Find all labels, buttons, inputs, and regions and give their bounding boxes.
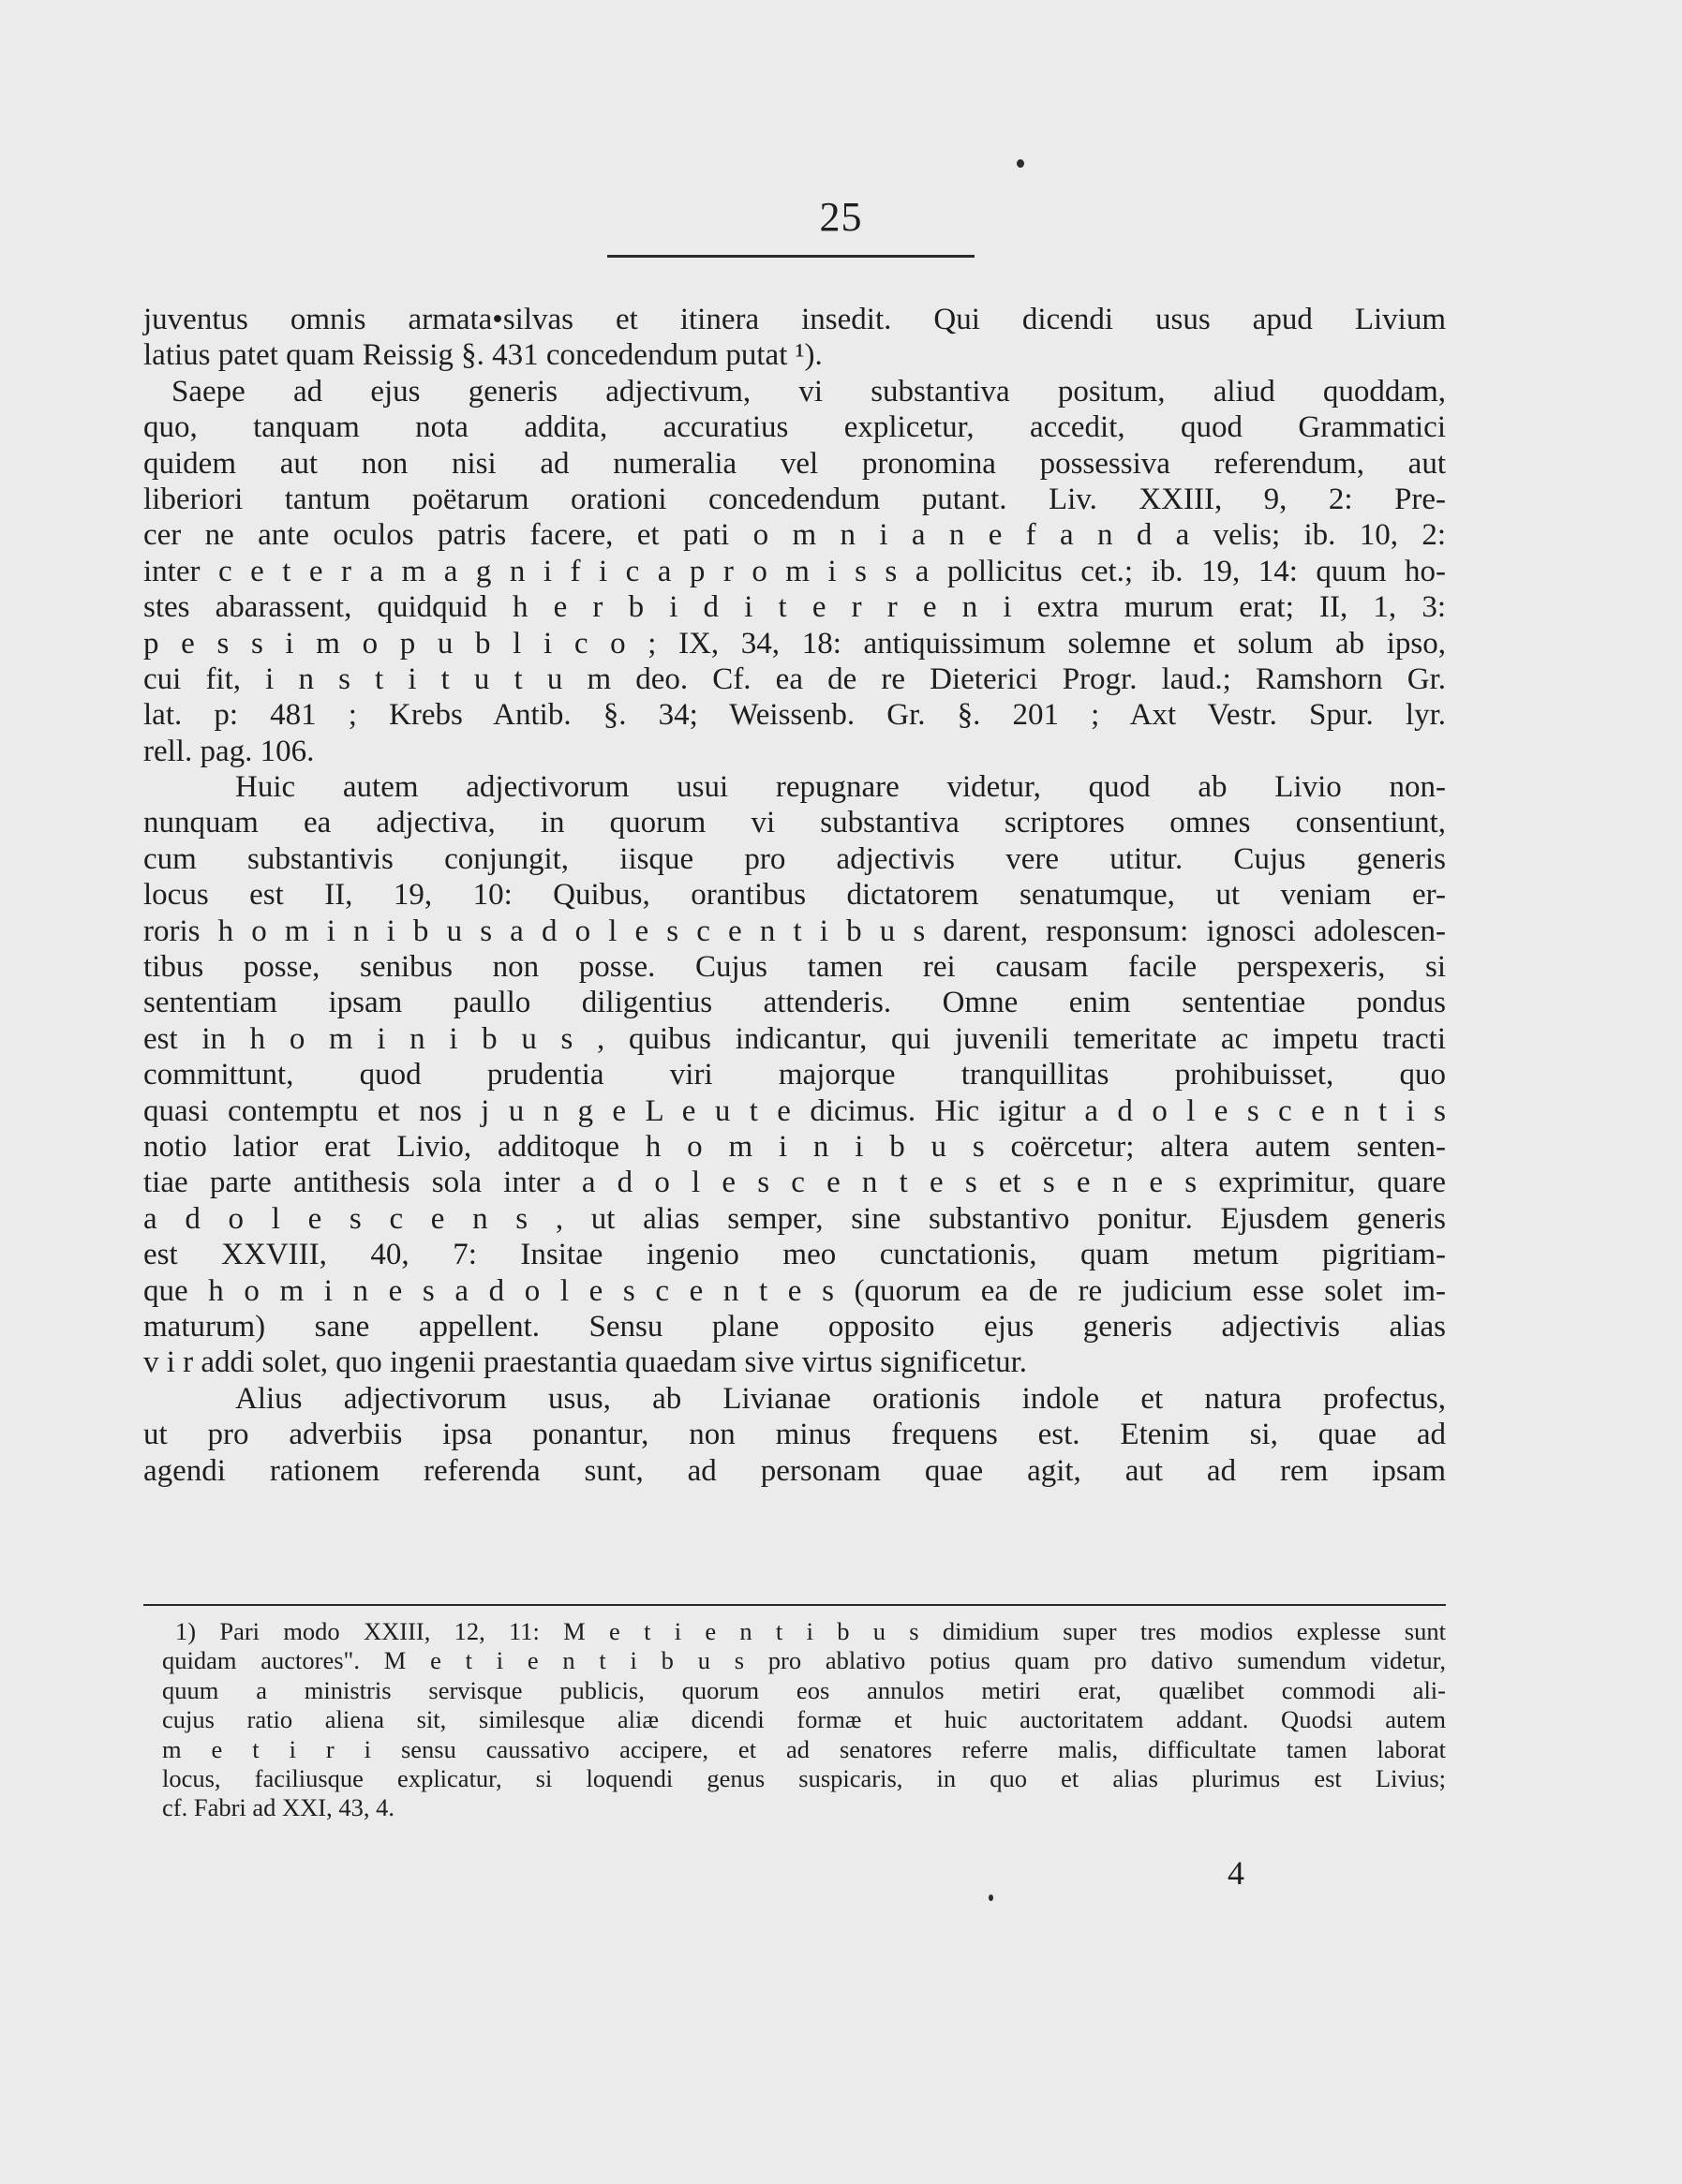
body-line: quidem aut non nisi ad numeralia vel pronomina possessiva referendum, aut	[143, 446, 1446, 481]
body-line: ut pro adverbiis ipsa ponantur, non minus frequens est. Etenim si, quae ad	[143, 1418, 1446, 1452]
body-line: stes abarassent, quidquid h e r b i d i t e r r e n i extra murum erat; II, 1, 3:	[143, 590, 1446, 625]
body-line: quo, tanquam nota addita, accuratius explicetur, accedit, quod Grammatici	[143, 410, 1446, 445]
body-line: liberiori tantum poëtarum orationi concedendum putant. Liv. XXIII, 9, 2: Pre-	[143, 482, 1446, 516]
body-line: Huic autem adjectivorum usui repugnare videtur, quod ab Livio non-	[235, 770, 1446, 805]
body-line: est XXVIII, 40, 7: Insitae ingenio meo cunctationis, quam metum pigritiam-	[143, 1238, 1446, 1272]
header-rule	[607, 255, 975, 258]
body-line: est in h o m i n i b u s , quibus indicantur, qui juvenili temeritate ac impetu tracti	[143, 1021, 1446, 1056]
body-line: sententiam ipsam paullo diligentius attenderis. Omne enim sententiae pondus	[143, 986, 1446, 1020]
page-number: 25	[819, 194, 863, 240]
body-line: v i r addi solet, quo ingenii praestantia quaedam sive virtus significetur.	[143, 1345, 1028, 1380]
body-line: Alius adjectivorum usus, ab Livianae orationis indole et natura profectus,	[235, 1381, 1446, 1416]
body-line: tiae parte antithesis sola inter a d o l e s c e n t e s et s e n e s exprimitur, quare	[143, 1166, 1446, 1200]
signature-mark: 4	[1228, 1854, 1244, 1892]
body-line: committunt, quod prudentia viri majorque tranquillitas prohibuisset, quo	[143, 1058, 1446, 1092]
footnote-line: 1) Pari modo XXIII, 12, 11: M e t i e n t i b u s dimidium super tres modios explesse sunt	[175, 1617, 1446, 1645]
body-line: quasi contemptu et nos j u n g e L e u t e dicimus. Hic igitur a d o l e s c e n t i s	[143, 1093, 1446, 1128]
body-line: notio latior erat Livio, additoque h o m i n i b u s coërcetur; altera autem senten-	[143, 1129, 1446, 1164]
body-line: a d o l e s c e n s , ut alias semper, sine substantivo ponitur. Ejusdem generis	[143, 1201, 1446, 1236]
footnotes	[162, 1617, 1446, 1823]
body-line: roris h o m i n i b u s a d o l e s c e n t i b u s darent, responsum: ignosci adolescen-	[143, 914, 1446, 948]
ink-speck	[1017, 159, 1024, 168]
body-line: lat. p: 481 ; Krebs Antib. §. 34; Weissenb. Gr. §. 201 ; Axt Vestr. Spur. lyr.	[143, 698, 1446, 733]
footnote-line: quidam auctores". M e t i e n t i b u s pro ablativo potius quam pro dativo sumendum videtur,	[162, 1646, 1446, 1675]
footnote-line: locus, faciliusque explicatur, si loquendi genus suspicaris, in quo et alias plurimus est Livius;	[162, 1763, 1446, 1792]
body-line: cui fit, i n s t i t u t u m deo. Cf. ea de re Dieterici Progr. laud.; Ramshorn Gr.	[143, 661, 1446, 696]
body-line: maturum) sane appellent. Sensu plane opposito ejus generis adjectivis alias	[143, 1309, 1446, 1344]
body-line: tibus posse, senibus non posse. Cujus tamen rei causam facile perspexeris, si	[143, 950, 1446, 985]
footnote-line: quum a ministris servisque publicis, quorum eos annulos metiri erat, quælibet commodi ali-	[162, 1675, 1446, 1704]
body-line: juventus omnis armata•silvas et itinera insedit. Qui dicendi usus apud Livium	[143, 303, 1446, 336]
body-line: locus est II, 19, 10: Quibus, orantibus dictatorem senatumque, ut veniam er-	[143, 878, 1446, 913]
body-line: agendi rationem referenda sunt, ad personam quae agit, aut ad rem ipsam	[143, 1453, 1446, 1488]
ink-speck	[989, 1894, 993, 1901]
body-line: nunquam ea adjectiva, in quorum vi substantiva scriptores omnes consentiunt,	[143, 806, 1446, 840]
body-line: cum substantivis conjungit, iisque pro adjectivis vere utitur. Cujus generis	[143, 841, 1446, 876]
body-line: Saepe ad ejus generis adjectivum, vi substantiva positum, aliud quoddam,	[171, 374, 1446, 409]
body-text	[143, 302, 1446, 1489]
body-line: que h o m i n e s a d o l e s c e n t e s (quorum ea de re judicium esse solet im-	[143, 1273, 1446, 1308]
body-line: cer ne ante oculos patris facere, et pati o m n i a n e f a n d a velis; ib. 10, 2:	[143, 518, 1446, 553]
footnote-line: m e t i r i sensu caussativo accipere, et ad senatores referre malis, difficultate tamen laborat	[162, 1734, 1446, 1763]
body-line: rell. pag. 106.	[143, 734, 315, 768]
body-line: inter c e t e r a m a g n i f i c a p r o m i s s a pollicitus cet.; ib. 19, 14: quum ho-	[143, 554, 1446, 588]
body-line: p e s s i m o p u b l i c o ; IX, 34, 18: antiquissimum solemne et solum ab ipso,	[143, 626, 1446, 661]
footnote-rule	[143, 1604, 1446, 1606]
footnote-line: cujus ratio aliena sit, similesque aliæ dicendi formæ et huic auctoritatem addant. Quodsi autem	[162, 1705, 1446, 1734]
body-line: latius patet quam Reissig §. 431 concedendum putat ¹).	[143, 338, 823, 373]
footnote-line: cf. Fabri ad XXI, 43, 4.	[162, 1793, 395, 1822]
